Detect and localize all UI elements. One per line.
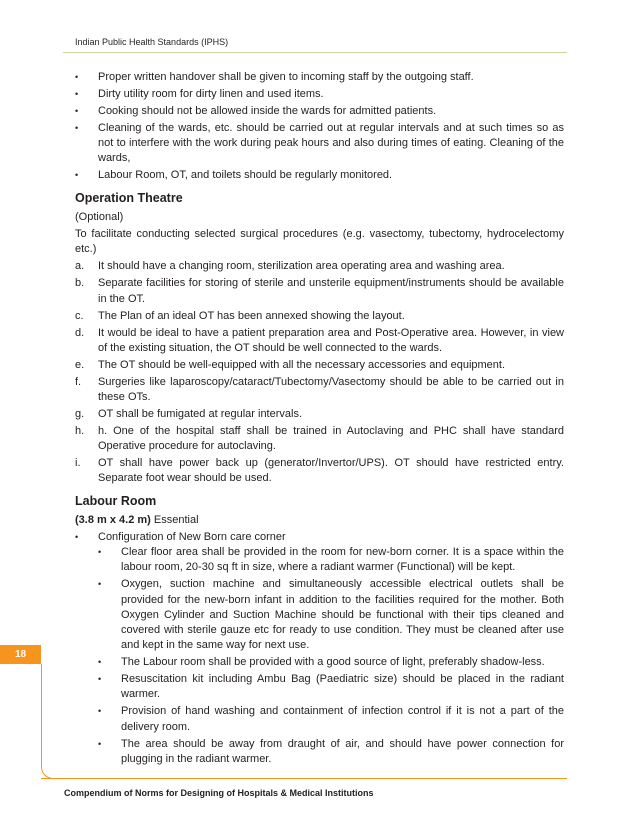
size-dimensions: (3.8 m x 4.2 m) <box>75 513 151 526</box>
list-marker: a. <box>75 260 85 273</box>
intro-bullet-list <box>75 70 564 184</box>
list-item-text: OT shall be fumigated at regular intervals. <box>98 408 303 421</box>
optional-label: (Optional) <box>75 210 124 223</box>
list-item-text: OT shall have power back up (generator/Invertor/UPS). OT should have restricted entry. Separate foot wear should be used. <box>98 457 564 485</box>
list-item-text: Separate facilities for storing of sterile and unsterile equipment/instruments should be available in the OT. <box>98 277 564 305</box>
list-marker: g. <box>75 408 85 421</box>
list-item-text: Surgeries like laparoscopy/cataract/Tubectomy/Vasectomy should be able to be carried out in these OTs. <box>98 375 564 404</box>
size-category: Essential <box>150 513 199 526</box>
list-item-text: The OT should be well-equipped with all the necessary accessories and equipment. <box>98 358 506 371</box>
header-divider <box>63 52 567 53</box>
ot-requirements-list <box>75 259 564 486</box>
page-content <box>75 70 564 769</box>
list-item-text: It would be ideal to have a patient preparation area and Post-Operative area. However, in view of the existing situation, the OT should be well connected to the wards. <box>98 326 564 354</box>
section-heading-operation-theatre: Operation Theatre <box>75 190 183 205</box>
list-item: • Clear floor area shall be provided in the room for new-born corner. It is a space within the labour room, 20-30 sq ft in size, where a radiant warmer (Functional) will be kept. <box>98 545 564 575</box>
list-item <box>75 276 564 306</box>
list-item: • Cooking should not be allowed inside the wards for admitted patients. <box>75 104 564 119</box>
list-item: • Proper written handover shall be given to incoming staff by the outgoing staff. <box>75 70 564 85</box>
list-item-text: It should have a changing room, sterilization area operating area and washing area. <box>98 260 505 273</box>
labour-room-list <box>75 530 564 767</box>
list-item <box>75 530 564 767</box>
list-item <box>75 358 564 373</box>
section-heading-labour-room: Labour Room <box>75 493 157 508</box>
list-item <box>75 326 564 356</box>
side-rule <box>41 664 42 764</box>
list-item <box>75 375 564 405</box>
running-header: Indian Public Health Standards (IPHS) <box>75 37 229 47</box>
list-marker: c. <box>75 309 84 322</box>
list-marker: f. <box>75 375 82 388</box>
running-footer: Compendium of Norms for Designing of Hospitals & Medical Institutions <box>64 788 374 798</box>
list-marker: i. <box>75 457 81 470</box>
labour-room-size <box>75 513 564 528</box>
list-marker: h. <box>75 425 85 438</box>
footer-corner-decoration <box>41 762 58 779</box>
list-item <box>75 456 564 486</box>
list-item: • Resuscitation kit including Ambu Bag (Paediatric size) should be placed in the radiant warmer. <box>98 672 564 702</box>
list-item <box>75 309 564 324</box>
footer-divider <box>41 778 567 779</box>
list-marker: b. <box>75 277 85 290</box>
list-item: • Dirty utility room for dirty linen and used items. <box>75 87 564 102</box>
list-marker: d. <box>75 326 85 339</box>
list-item-text: The Plan of an ideal OT has been annexed showing the layout. <box>98 309 405 322</box>
list-item <box>75 424 564 454</box>
newborn-corner-sublist <box>98 545 564 767</box>
config-label: Configuration of New Born care corner <box>98 531 286 544</box>
list-item-text: h. One of the hospital staff shall be trained in Autoclaving and PHC shall have standard Operative procedure for autoclaving. <box>98 425 564 453</box>
list-item: • Oxygen, suction machine and simultaneously accessible electrical outlets shall be provided for the new-born infant in addition to the facilities required for the mother. Both Oxygen Cylinder and Suction Machine should be functional with their tips cleaned and covered with sterile gauze etc for ready to use condition. They must be cleaned after use and kept in the same way for next use. <box>98 577 564 653</box>
ot-intro-paragraph: To facilitate conducting selected surgical procedures (e.g. vasectomy, tubectomy, hydrocelectomy etc.) <box>75 228 564 256</box>
list-item: • The Labour room shall be provided with a good source of light, preferably shadow-less. <box>98 655 564 670</box>
list-item: • Cleaning of the wards, etc. should be carried out at regular intervals and at such times so as not to interfere with the work during peak hours and also during times of eating. Cleaning of the wards, <box>75 121 564 167</box>
list-item <box>75 259 564 274</box>
list-item: • Labour Room, OT, and toilets should be regularly monitored. <box>75 168 564 183</box>
list-item: • The area should be away from draught of air, and should have power connection for plugging in the radiant warmer. <box>98 737 564 767</box>
list-item: • Provision of hand washing and containment of infection control if it is not a part of the delivery room. <box>98 704 564 734</box>
list-item <box>75 407 564 422</box>
page-number-tab: 18 <box>0 645 41 664</box>
list-marker: e. <box>75 358 85 371</box>
